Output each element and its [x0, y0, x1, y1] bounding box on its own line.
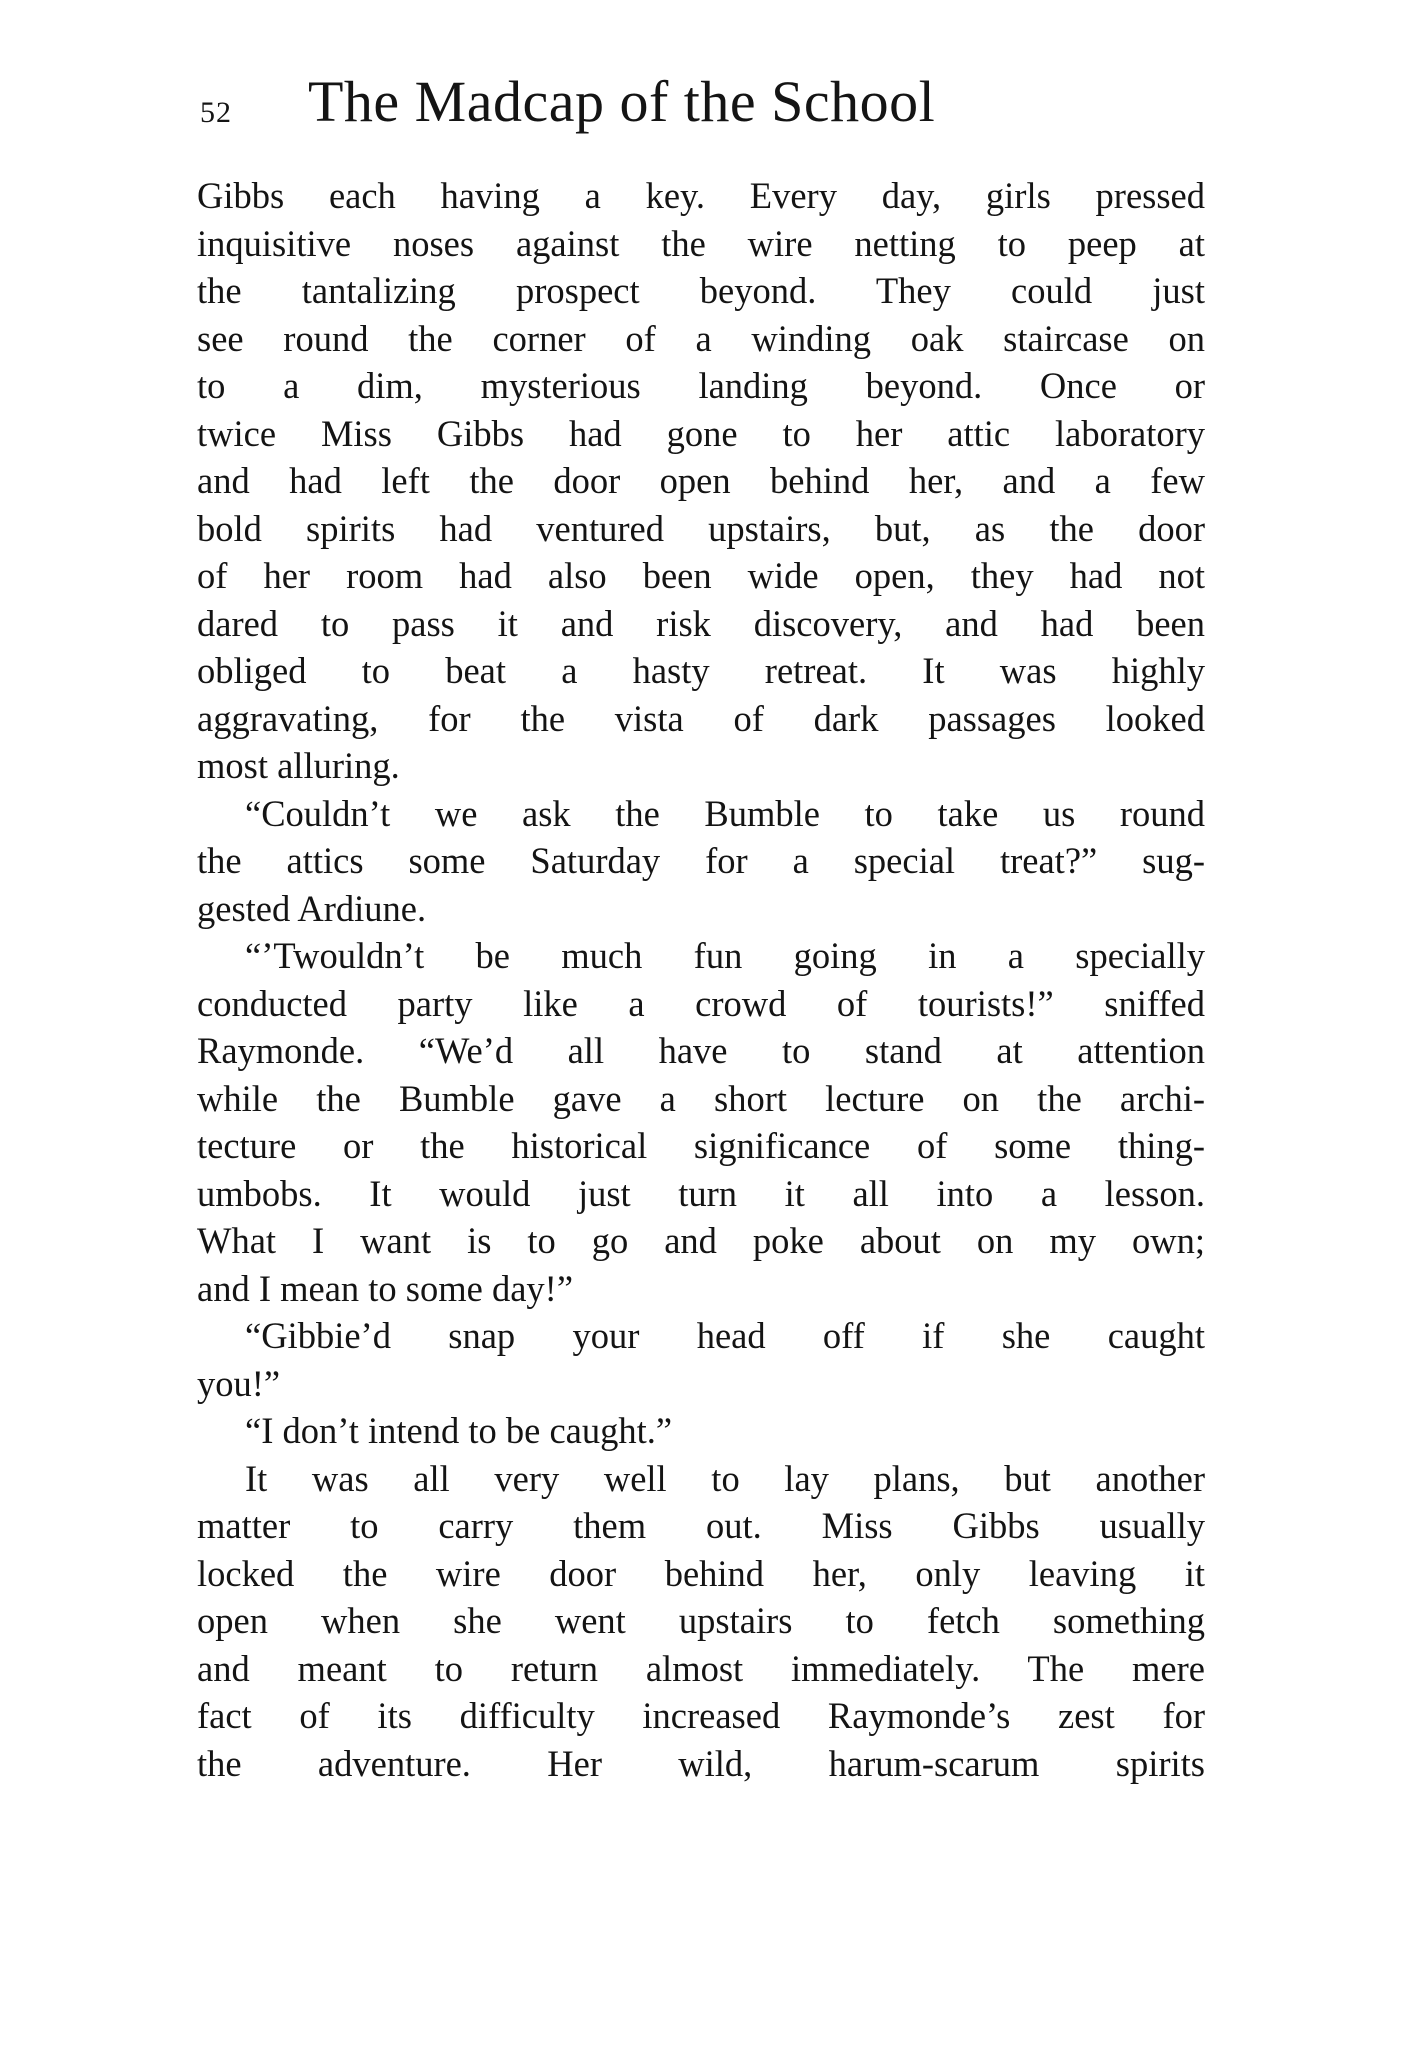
running-title: The Madcap of the School: [308, 69, 936, 134]
text-line: while the Bumble gave a short lecture on the archi-: [197, 1077, 1205, 1119]
text-line: the adventure. Her wild, harum-scarum spirits: [197, 1742, 1205, 1784]
text-line: It was all very well to lay plans, but another: [245, 1457, 1205, 1499]
text-line: most alluring.: [197, 745, 400, 786]
text-line: and meant to return almost immediately. The mere: [197, 1647, 1205, 1689]
text-line: aggravating, for the vista of dark passages looked: [197, 697, 1205, 739]
text-line: and had left the door open behind her, and a few: [197, 460, 1205, 501]
text-line: the tantalizing prospect beyond. They could just: [197, 270, 1205, 311]
text-line: of her room had also been wide open, they had not: [197, 555, 1205, 596]
text-line: What I want is to go and poke about on my own;: [197, 1220, 1205, 1261]
page-number: 52: [200, 96, 232, 129]
text-line: the attics some Saturday for a special treat?” sug-: [197, 840, 1205, 881]
text-line: to a dim, mysterious landing beyond. Once or: [197, 365, 1205, 406]
text-line: “I don’t intend to be caught.”: [245, 1410, 673, 1451]
text-line: and I mean to some day!”: [197, 1267, 574, 1309]
text-line: Gibbs each having a key. Every day, girls pressed: [197, 175, 1205, 216]
text-line: bold spirits had ventured upstairs, but, as the door: [197, 507, 1205, 549]
text-line: tecture or the historical significance of some thing-: [197, 1125, 1205, 1166]
text-line: locked the wire door behind her, only leaving it: [197, 1552, 1205, 1594]
text-line: “’Twouldn’t be much fun going in a specially: [245, 935, 1205, 976]
text-line: twice Miss Gibbs had gone to her attic laboratory: [197, 412, 1205, 454]
page-header: [200, 68, 1200, 148]
text-line: “Couldn’t we ask the Bumble to take us round: [245, 792, 1205, 834]
text-line: “Gibbie’d snap your head off if she caught: [245, 1315, 1205, 1356]
text-line: dared to pass it and risk discovery, and had been: [197, 602, 1205, 644]
text-line: fact of its difficulty increased Raymonde’s zest for: [197, 1695, 1205, 1736]
text-line: see round the corner of a winding oak staircase on: [197, 317, 1205, 359]
text-line: umbobs. It would just turn it all into a lesson.: [197, 1172, 1205, 1214]
text-line: Raymonde. “We’d all have to stand at attention: [197, 1030, 1205, 1071]
text-line: obliged to beat a hasty retreat. It was highly: [197, 650, 1205, 691]
text-line: open when she went upstairs to fetch something: [197, 1600, 1205, 1641]
text-line: conducted party like a crowd of tourists!” sniffed: [197, 982, 1205, 1024]
text-line: matter to carry them out. Miss Gibbs usually: [197, 1505, 1205, 1546]
body-text: [197, 172, 1205, 1787]
text-line: inquisitive noses against the wire netting to peep at: [197, 222, 1205, 264]
text-line: gested Ardiune.: [197, 887, 427, 929]
text-line: you!”: [197, 1362, 281, 1404]
